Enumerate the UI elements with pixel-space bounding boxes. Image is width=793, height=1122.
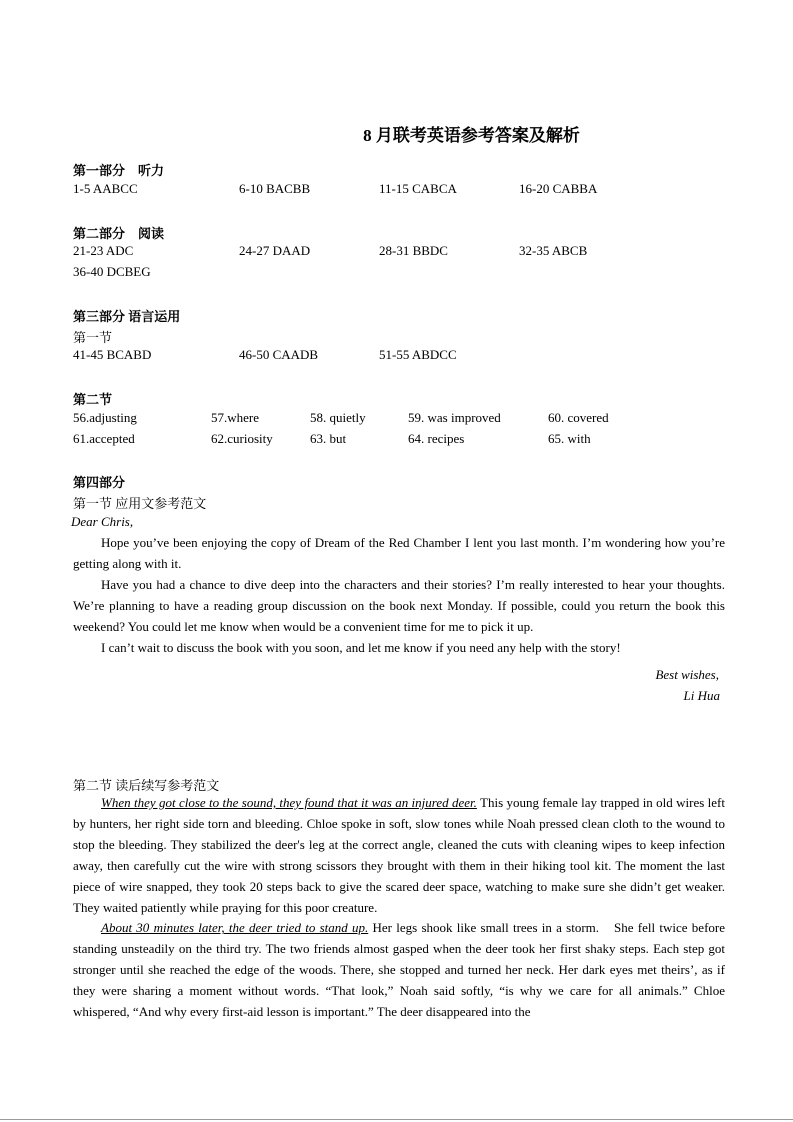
answer-group: 46-50 CAADB	[239, 347, 319, 362]
story-lead-sentence: About 30 minutes later, the deer tried to stand up.	[101, 920, 369, 936]
writing-section2-label: 第二节 读后续写参考范文	[73, 778, 220, 793]
fill-in-answer: 63. but	[310, 431, 347, 446]
part2-heading: 第二部分 阅读	[73, 226, 165, 241]
part2-answers-row	[73, 243, 733, 261]
answer-group: 11-15 CABCA	[379, 181, 457, 196]
fill-in-answer: 65. with	[548, 431, 591, 446]
story-text: This young female lay trapped in old wires left by hunters, her right side torn and bleeding. Chloe spoke in soft, slow tones while Noah pressed clean cloth to the wound to stop the bleeding. They stabilized the deer's leg at the correct angle, cleaned the cuts with cleaning wipes to keep infection away, then carefully cut the wire with strong scissors they brought with them in their hiking tool kit. The moment the last piece of wire snapped, they took 20 steps back to give the scared deer space, watching to make sure she didn’t get weaker. They waited patiently while praying for this poor creature.	[73, 795, 725, 915]
answer-group: 6-10 BACBB	[239, 181, 311, 196]
letter-paragraph: Have you had a chance to dive deep into the characters and their stories? I’m really interested to hear your thoughts. We’re planning to have a reading group discussion on the book next Monday. If possible, could you return the book this weekend? You could let me know when would be a convenient time for me to pick it up.	[73, 576, 725, 634]
answer-group: 1-5 AABCC	[73, 181, 138, 196]
section2-label: 第二节	[73, 392, 113, 407]
part3-answers-row	[73, 347, 733, 365]
fill-in-answer: 56.adjusting	[73, 410, 137, 425]
fill-in-answer: 57.where	[211, 410, 260, 425]
continuation-story	[73, 793, 725, 1023]
part1-heading: 第一部分 听力	[73, 163, 165, 178]
fill-in-answer: 61.accepted	[73, 431, 135, 446]
fill-in-answer: 62.curiosity	[211, 431, 273, 446]
page-title: 8 月联考英语参考答案及解析	[363, 126, 580, 145]
part3-heading: 第三部分 语言运用	[73, 309, 181, 324]
letter-paragraph: I can’t wait to discuss the book with you soon, and let me know if you need any help with the story!	[101, 639, 621, 655]
story-text: Her legs shook like small trees in a storm. She fell twice before standing unsteadily on the third try. The two friends almost gasped when the deer took her first shaky steps. Each step got stronger until she reached the edge of the woods. There, she stopped and turned her neck. Her dark eyes met theirs’, as if they were sharing a moment without words. “That look,” Noah said softly, “is why we care for all animals.” Chloe whispered, “And why every first-aid lesson is important.” The deer disappeared into the	[73, 920, 726, 1020]
letter-closing: Best wishes,	[655, 667, 719, 682]
answer-group: 36-40 DCBEG	[73, 264, 151, 279]
letter-signature: Li Hua	[683, 688, 720, 703]
fill-in-answer: 58. quietly	[310, 410, 366, 425]
part4-heading: 第四部分	[73, 475, 126, 490]
answer-group: 24-27 DAAD	[239, 243, 311, 258]
fill-in-answers-row	[73, 410, 733, 428]
story-paragraph	[73, 918, 725, 1023]
writing-section1-label: 第一节 应用文参考范文	[73, 496, 207, 511]
fill-in-answers-row	[73, 431, 733, 449]
section1-label: 第一节	[73, 330, 113, 345]
part2-answers-row	[73, 264, 733, 282]
answer-group: 21-23 ADC	[73, 243, 134, 258]
answer-group: 51-55 ABDCC	[379, 347, 457, 362]
story-paragraph	[73, 793, 725, 918]
letter-body	[73, 533, 725, 658]
answer-group: 32-35 ABCB	[519, 243, 588, 258]
story-lead-sentence: When they got close to the sound, they found that it was an injured deer.	[101, 795, 477, 810]
answer-group: 16-20 CABBA	[519, 181, 598, 196]
answer-group: 28-31 BBDC	[379, 243, 448, 258]
fill-in-answer: 60. covered	[548, 410, 609, 425]
letter-paragraph: Hope you’ve been enjoying the copy of Dream of the Red Chamber I lent you last month. I’m wondering how you’re getting along with it.	[73, 535, 725, 571]
fill-in-answer: 59. was improved	[408, 410, 501, 425]
fill-in-answer: 64. recipes	[408, 431, 465, 446]
answer-group: 41-45 BCABD	[73, 347, 152, 362]
letter-salutation: Dear Chris,	[71, 514, 134, 529]
part1-answers-row	[73, 181, 733, 199]
page-bottom-rule	[0, 1119, 793, 1120]
